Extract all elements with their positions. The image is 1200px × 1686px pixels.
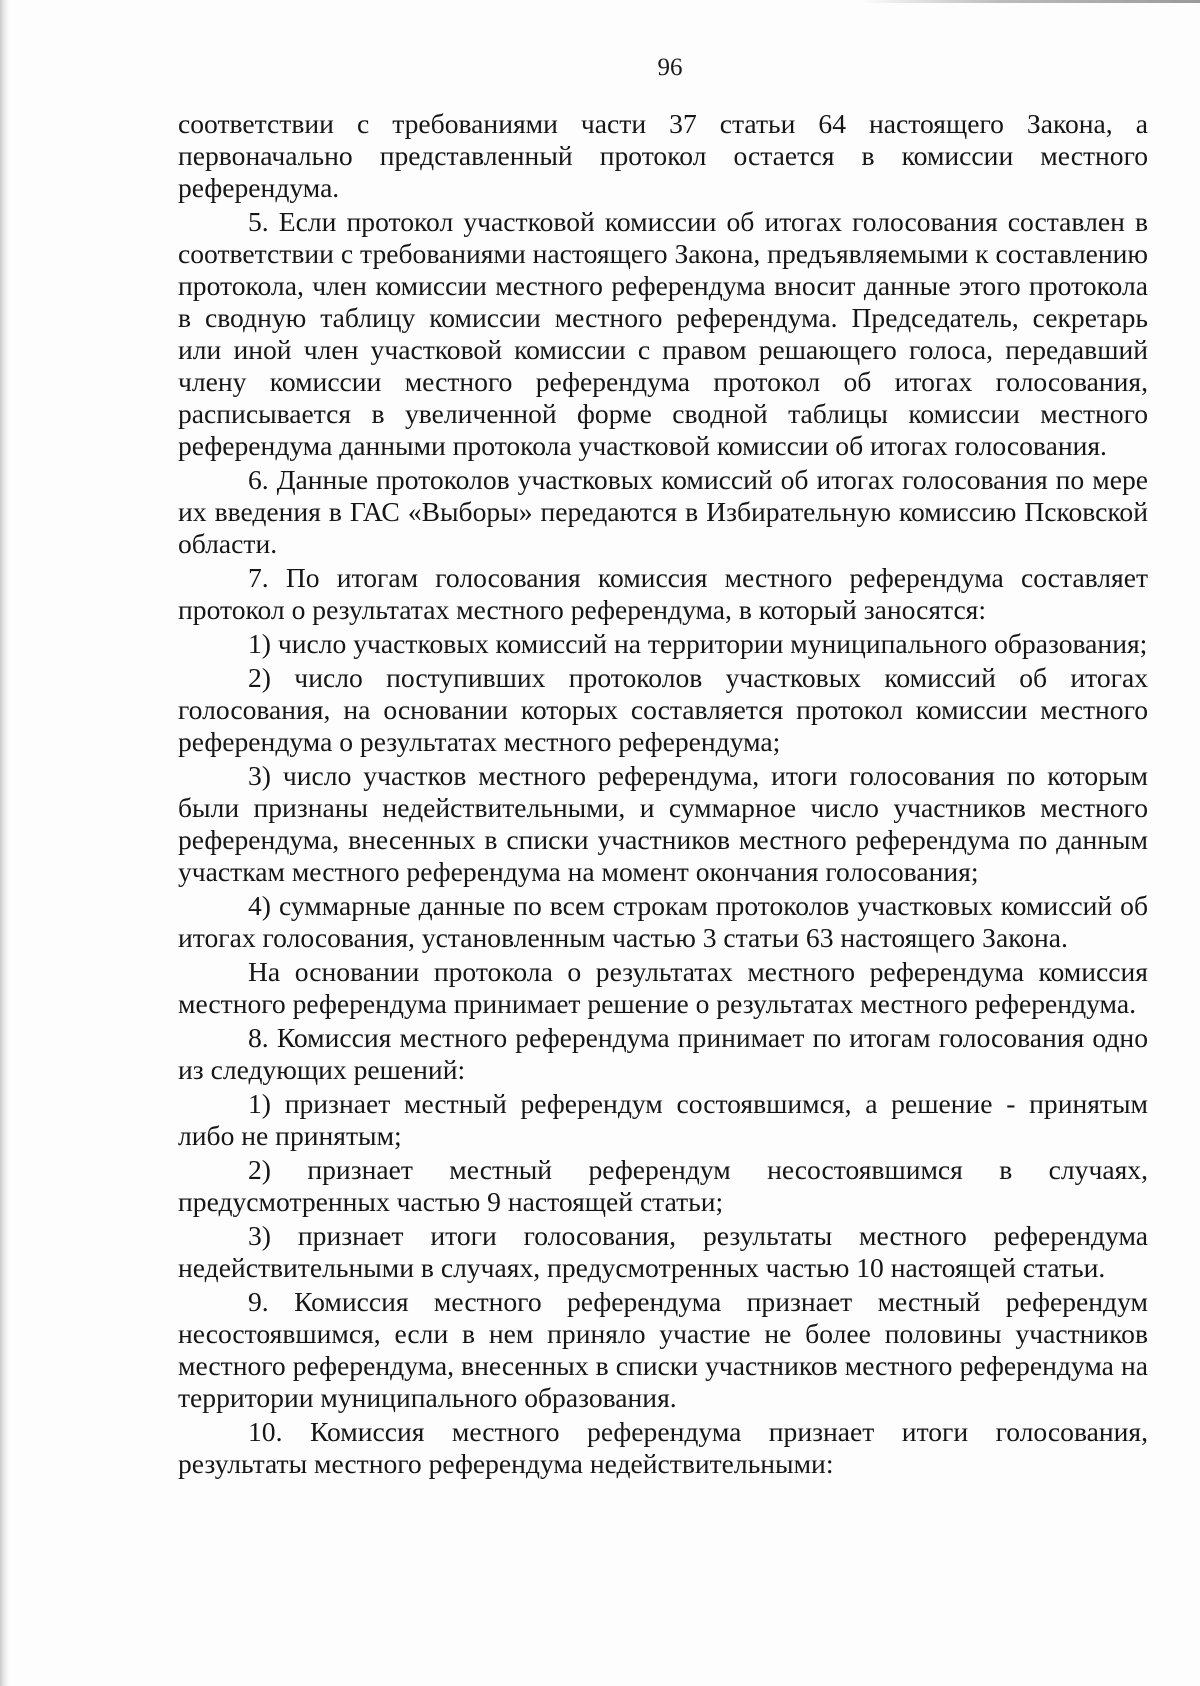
subitem-8-3: 3) признает итоги голосования, результаты местного референдума недействительными в случаях, предусмотренных частью 10 настоящей статьи. xyxy=(178,1220,1148,1283)
document-body xyxy=(178,108,1148,1482)
page-number: 96 xyxy=(657,54,683,81)
paragraph-item-5: 5. Если протокол участковой комиссии об итогах голосования составлен в соответствии с требованиями настоящего Закона, предъявляемыми к составлению протокола, член комиссии местного референдума вносит данные этого протокола в сводную таблицу комиссии местного референдума. Председатель, секретарь или иной член участковой комиссии с правом решающего голоса, передавший члену комиссии местного референдума протокол об итогах голосования, расписывается в увеличенной форме сводной таблицы комиссии местного референдума данными протокола участковой комиссии об итогах голосования. xyxy=(178,206,1148,461)
paragraph-item-7: 7. По итогам голосования комиссия местного референдума составляет протокол о результатах местного референдума, в который заносятся: xyxy=(178,562,1148,625)
subitem-7-3: 3) число участков местного референдума, итоги голосования по которым были признаны недействительными, и суммарное число участников местного референдума, внесенных в списки участников местного референдума по данным участкам местного референдума на момент окончания голосования; xyxy=(178,760,1148,887)
subitem-7-2: 2) число поступивших протоколов участковых комиссий об итогах голосования, на основании которых составляется протокол комиссии местного референдума о результатах местного референдума; xyxy=(178,662,1148,757)
paragraph-continuation: соответствии с требованиями части 37 статьи 64 настоящего Закона, а первоначально представленный протокол остается в комиссии местного референдума. xyxy=(178,108,1148,203)
paragraph-item-8: 8. Комиссия местного референдума принимает по итогам голосования одно из следующих решений: xyxy=(178,1022,1148,1085)
paragraph-item-10: 10. Комиссия местного референдума признает итоги голосования, результаты местного референдума недействительными: xyxy=(178,1416,1148,1479)
subitem-8-2: 2) признает местный референдум несостоявшимся в случаях, предусмотренных частью 9 настоящей статьи; xyxy=(178,1154,1148,1217)
subitem-7-1: 1) число участковых комиссий на территории муниципального образования; xyxy=(248,628,1148,659)
paragraph-decision-basis: На основании протокола о результатах местного референдума комиссия местного референдума принимает решение о результатах местного референдума. xyxy=(178,956,1148,1019)
paragraph-item-9: 9. Комиссия местного референдума признает местный референдум несостоявшимся, если в нем приняло участие не более половины участников местного референдума, внесенных в списки участников местного референдума на территории муниципального образования. xyxy=(178,1286,1148,1413)
scan-left-edge xyxy=(0,0,9,1686)
subitem-8-1: 1) признает местный референдум состоявшимся, а решение - принятым либо не принятым; xyxy=(178,1088,1148,1151)
scan-top-edge xyxy=(860,0,1200,3)
subitem-7-4: 4) суммарные данные по всем строкам протоколов участковых комиссий об итогах голосования, установленным частью 3 статьи 63 настоящего Закона. xyxy=(178,890,1148,953)
paragraph-item-6: 6. Данные протоколов участковых комиссий об итогах голосования по мере их введения в ГАС «Выборы» передаются в Избирательную комиссию Псковской области. xyxy=(178,464,1148,559)
